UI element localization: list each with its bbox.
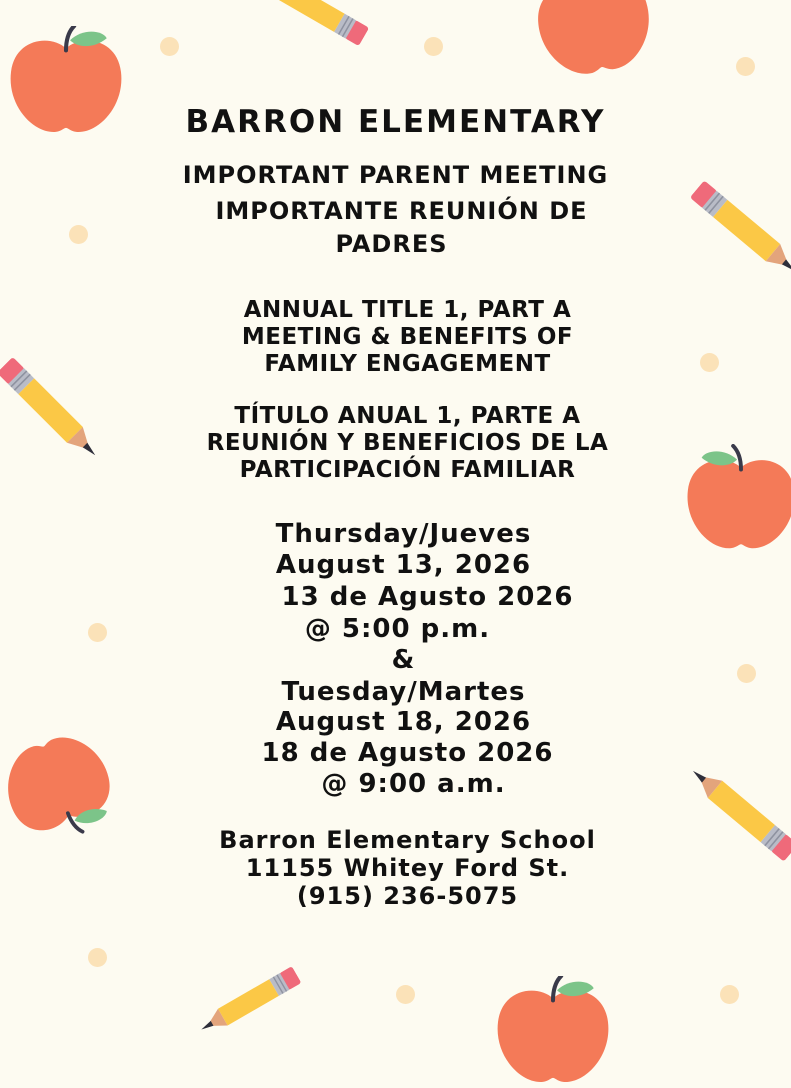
title1-es-line: TÍTULO ANUAL 1, PARTE A (234, 403, 581, 429)
dot (396, 985, 415, 1004)
session2-date-en: August 18, 2026 (275, 707, 532, 737)
session1-time: @ 5:00 p.m. (304, 614, 491, 644)
title1-en-line: MEETING & BENEFITS OF (241, 324, 574, 350)
apple-icon (488, 976, 618, 1088)
pencil-icon (253, 0, 372, 50)
apple-icon (524, 0, 664, 88)
dot (88, 948, 107, 967)
title1-en-line: ANNUAL TITLE 1, PART A (243, 297, 572, 323)
title1-en-line: FAMILY ENGAGEMENT (264, 351, 551, 377)
session1-date-en: August 13, 2026 (275, 550, 532, 580)
pencil-icon (194, 962, 303, 1041)
title1-es-line: REUNIÓN Y BENEFICIOS DE LA (206, 430, 609, 456)
session2-date-es: 18 de Agusto 2026 (261, 738, 554, 768)
location-address: 11155 Whitey Ford St. (245, 854, 570, 882)
dot (160, 37, 179, 56)
meeting-heading-es: IMPORTANTE REUNIÓN DE (215, 197, 588, 225)
session-separator: & (391, 645, 416, 675)
dot (424, 37, 443, 56)
session2-time: @ 9:00 a.m. (321, 769, 506, 799)
location-name: Barron Elementary School (219, 826, 596, 854)
school-title: BARRON ELEMENTARY (185, 104, 606, 140)
session2-day: Tuesday/Martes (281, 677, 526, 707)
session1-day: Thursday/Jueves (275, 519, 532, 549)
dot (736, 57, 755, 76)
session1-date-es: 13 de Agusto 2026 (281, 582, 574, 612)
location-phone: (915) 236-5075 (296, 882, 519, 910)
title1-es-line: PARTICIPACIÓN FAMILIAR (239, 457, 576, 483)
meeting-heading-en: IMPORTANT PARENT MEETING (182, 161, 609, 189)
meeting-heading-es-cont: PADRES (335, 230, 448, 258)
dot (720, 985, 739, 1004)
